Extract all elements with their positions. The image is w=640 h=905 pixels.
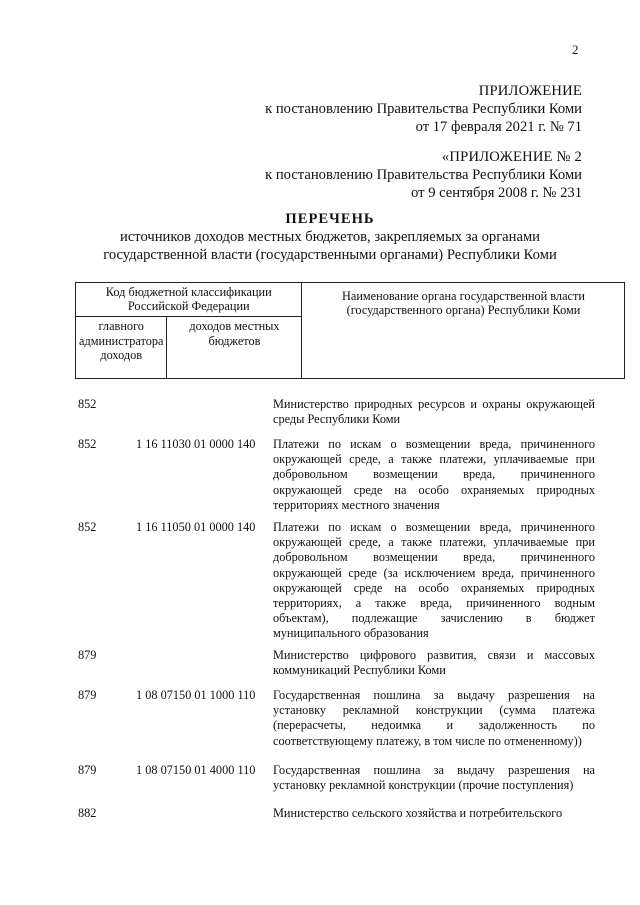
row-admin-code: 852 <box>78 437 97 451</box>
appendix-current-block <box>265 82 582 136</box>
row-name: Министерство сельского хозяйства и потребительского <box>273 806 563 820</box>
header-code-group: Код бюджетной классификации Российской Федерации <box>76 283 302 317</box>
header-income-column: доходов местных бюджетов <box>167 317 302 379</box>
table-header <box>75 282 625 379</box>
row-income-code: 1 08 07150 01 4000 110 <box>136 763 256 777</box>
page-number: 2 <box>572 42 579 57</box>
header-admin-column: главного администратора доходов <box>76 317 167 379</box>
document-heading <box>60 210 600 264</box>
row-name: Платежи по искам о возмещении вреда, причиненного окружающей среде, а также платежи, уплачиваемые при добровольном возмещении вреда, причиненного окружающей среде на особо охраняемых природных территориях местного значения <box>273 437 595 512</box>
row-admin-code: 852 <box>78 397 97 411</box>
row-admin-code: 879 <box>78 688 97 702</box>
row-admin-code: 879 <box>78 648 97 662</box>
row-admin-code: 882 <box>78 806 97 820</box>
row-income-code: 1 08 07150 01 1000 110 <box>136 688 256 702</box>
document-title: ПЕРЕЧЕНЬ <box>285 211 375 227</box>
document-subtitle-line1: источников доходов местных бюджетов, закрепляемых за органами <box>120 229 540 245</box>
appendix-amended-block <box>265 148 582 202</box>
appendix-current-line2: от 17 февраля 2021 г. № 71 <box>415 119 582 135</box>
row-income-code: 1 16 11030 01 0000 140 <box>136 437 256 451</box>
document-subtitle-line2: государственной власти (государственными органами) Республики Коми <box>103 247 557 263</box>
row-admin-code: 852 <box>78 520 97 534</box>
row-name: Государственная пошлина за выдачу разрешения на установку рекламной конструкции (прочие поступления) <box>273 763 595 793</box>
row-name: Министерство природных ресурсов и охраны окружающей среды Республики Коми <box>273 397 595 427</box>
appendix-current-title: ПРИЛОЖЕНИЕ <box>478 83 582 99</box>
row-income-code: 1 16 11050 01 0000 140 <box>136 520 256 534</box>
row-name: Министерство цифрового развития, связи и массовых коммуникаций Республики Коми <box>273 648 595 678</box>
appendix-amended-line1: к постановлению Правительства Республики Коми <box>265 167 582 183</box>
row-admin-code: 879 <box>78 763 97 777</box>
appendix-amended-title: «ПРИЛОЖЕНИЕ № 2 <box>441 149 582 165</box>
row-name: Государственная пошлина за выдачу разрешения на установку рекламной конструкции (сумма платежа (перерасчеты, недоимка и задолженность по соответствующему платежу, в том числе по отмененному)) <box>273 688 595 748</box>
header-name-column: Наименование органа государственной власти (государственного органа) Республики Коми <box>302 283 625 379</box>
appendix-current-line1: к постановлению Правительства Республики Коми <box>265 101 582 117</box>
appendix-amended-line2: от 9 сентября 2008 г. № 231 <box>411 185 582 201</box>
row-name: Платежи по искам о возмещении вреда, причиненного окружающей среде, а также платежи, уплачиваемые при добровольном возмещении вреда, причиненного окружающей среде (за исключением вреда, причиненного окружающей среде на особо охраняемых природных территориях, а также вреда, причиненного водным объектам), подлежащие зачислению в бюджет муниципального образования <box>273 520 595 641</box>
